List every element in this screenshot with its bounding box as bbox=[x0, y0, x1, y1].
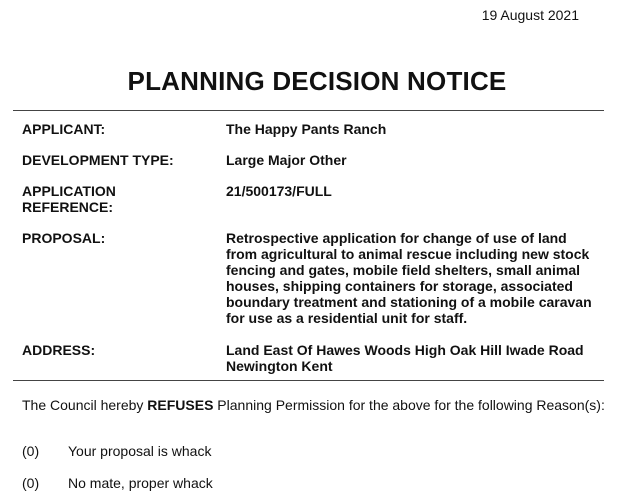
proposal-line: for use as a residential unit for staff. bbox=[226, 310, 468, 326]
decision-prefix: The Council hereby bbox=[22, 397, 148, 413]
development-type-label: DEVELOPMENT TYPE: bbox=[22, 152, 174, 168]
reason-number: (0) bbox=[22, 475, 40, 491]
applicant-label: APPLICANT: bbox=[22, 121, 106, 137]
top-divider bbox=[13, 110, 604, 111]
proposal-line: boundary treatment and stationing of a mobile caravan bbox=[226, 294, 592, 310]
proposal-line: fencing and gates, mobile field shelters, small animal bbox=[226, 262, 580, 278]
development-type-value: Large Major Other bbox=[226, 152, 347, 168]
address-line: Land East Of Hawes Woods High Oak Hill Iwade Road bbox=[226, 342, 584, 358]
application-reference-label-line2: REFERENCE: bbox=[22, 199, 114, 215]
address-value bbox=[226, 342, 606, 374]
proposal-label: PROPOSAL: bbox=[22, 230, 106, 246]
application-reference-value: 21/500173/FULL bbox=[226, 183, 332, 199]
reason-number: (0) bbox=[22, 443, 40, 459]
application-reference-label-line1: APPLICATION bbox=[22, 183, 116, 199]
reason-text: No mate, proper whack bbox=[68, 475, 213, 491]
reason-text: Your proposal is whack bbox=[68, 443, 212, 459]
decision-suffix: Planning Permission for the above for the following Reason(s): bbox=[213, 397, 605, 413]
decision-statement bbox=[22, 397, 622, 413]
address-label: ADDRESS: bbox=[22, 342, 96, 358]
application-reference-label bbox=[22, 183, 202, 215]
proposal-line: Retrospective application for change of use of land bbox=[226, 230, 567, 246]
bottom-divider bbox=[13, 380, 604, 381]
proposal-line: from agricultural to animal rescue including new stock bbox=[226, 246, 590, 262]
notice-date: 19 August 2021 bbox=[481, 7, 579, 23]
proposal-value bbox=[226, 230, 606, 326]
proposal-line: houses, shipping containers for storage, associated bbox=[226, 278, 573, 294]
page-title: PLANNING DECISION NOTICE bbox=[127, 66, 507, 96]
applicant-value: The Happy Pants Ranch bbox=[226, 121, 387, 137]
address-line: Newington Kent bbox=[226, 358, 333, 374]
decision-keyword: REFUSES bbox=[147, 397, 214, 413]
